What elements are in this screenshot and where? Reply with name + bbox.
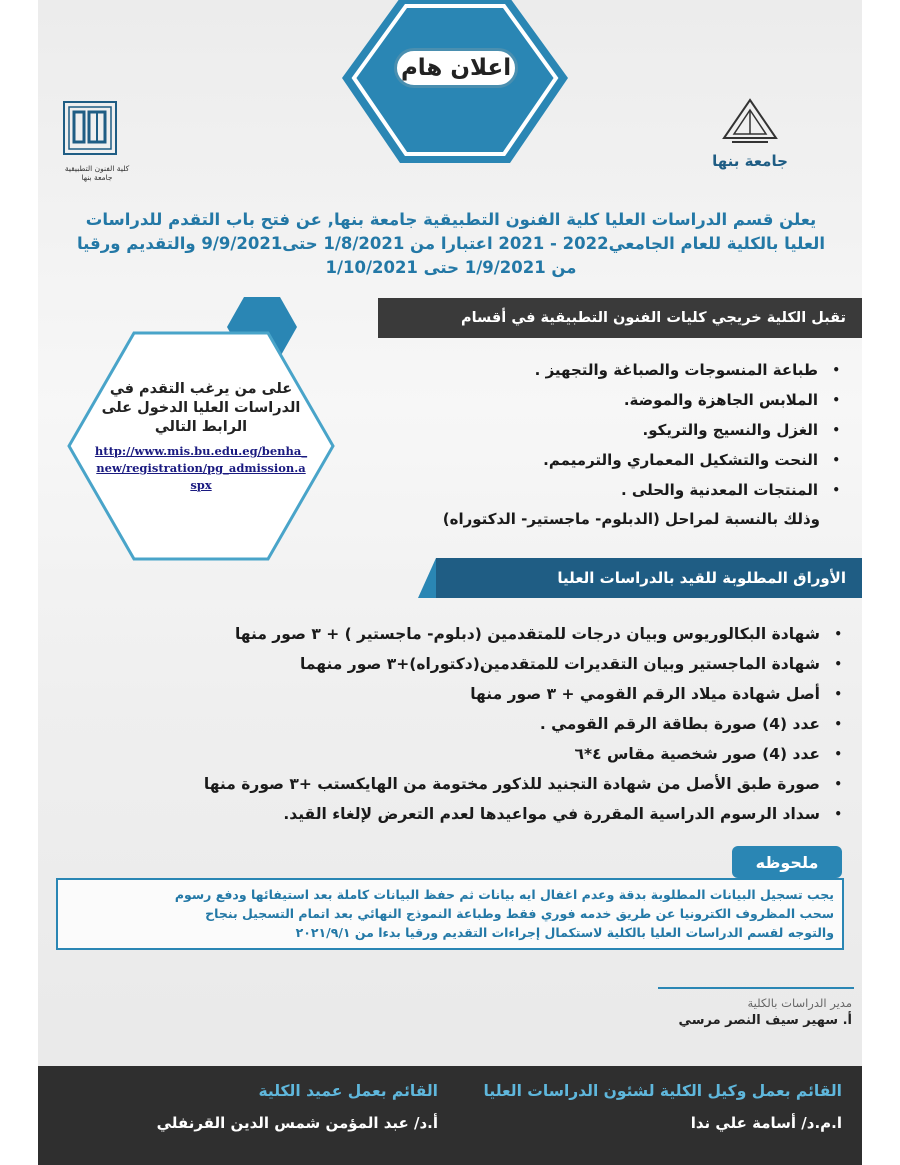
university-logo-icon <box>722 98 778 146</box>
bullet-icon: • <box>834 657 842 671</box>
apply-line-3: الرابط التالي <box>154 419 248 435</box>
list-item: • عدد (4) صورة بطاقة الرقم القومي . <box>118 712 820 742</box>
note-box <box>56 878 844 950</box>
vice-dean-title: القائم بعمل وكيل الكلية لشئون الدراسات العليا <box>483 1082 842 1100</box>
bullet-icon: • <box>832 483 840 497</box>
bullet-icon: • <box>832 423 840 437</box>
apply-box <box>94 380 308 494</box>
intro-line-1: يعلن قسم الدراسات العليا كلية الفنون التطبيقية جامعة بنها, عن فتح باب التقدم للدراسات <box>85 210 817 229</box>
note-line-2: سحب المظروف الكترونيا عن طريق خدمه فوري فقط وطباعة النموذج النهائي بعد اتمام التسجيل بنجاح <box>205 906 834 921</box>
signature-name: أ. سهير سيف النصر مرسي <box>678 1013 852 1028</box>
apply-line-1: على من يرغب التقدم في <box>109 381 293 397</box>
bullet-icon: • <box>834 687 842 701</box>
announcement-page <box>38 0 862 1165</box>
footer-dean <box>78 1082 438 1132</box>
documents-list <box>118 622 842 832</box>
bullet-icon: • <box>834 807 842 821</box>
list-item: • شهادة الماجستير وبيان التقديرات للمتقدمين(دكتوراه)+٣ صور منهما <box>118 652 820 682</box>
bullet-icon: • <box>834 777 842 791</box>
bullet-icon: • <box>834 627 842 641</box>
dean-title: القائم بعمل عميد الكلية <box>258 1082 438 1100</box>
university-logo <box>710 98 790 170</box>
university-logo-caption: جامعة بنها <box>712 152 788 170</box>
bullet-icon: • <box>832 453 840 467</box>
departments-list <box>338 358 840 508</box>
note-line-3: والتوجه لقسم الدراسات العليا بالكلية لاستكمال إجراءات التقديم ورقيا بدءا من ٢٠٢١/٩/١ <box>295 925 834 940</box>
note-title: ملحوظه <box>732 846 842 878</box>
dean-name: أ.د/ عبد المؤمن شمس الدين القرنفلي <box>156 1114 438 1132</box>
intro-line-3: من 1/9/2021 حتى 1/10/2021 <box>325 258 577 277</box>
list-item: • عدد (4) صور شخصية مقاس ٤*٦ <box>118 742 820 772</box>
list-item: • المنتجات المعدنية والحلى . <box>338 478 818 508</box>
announcement-title: اعلان هام <box>394 48 518 88</box>
faculty-logo-icon <box>62 100 118 160</box>
list-item: • طباعة المنسوجات والصباغة والتجهيز . <box>338 358 818 388</box>
programs-note: وذلك بالنسبة لمراحل (الدبلوم- ماجستير- الدكتوراه) <box>442 510 820 528</box>
list-item: • صورة طبق الأصل من شهادة التجنيد للذكور مختومة من الهايكستب +٣ صورة منها <box>118 772 820 802</box>
departments-heading: تقبل الكلية خريجي كليات الفنون التطبيقية في أقسام <box>378 298 862 338</box>
intro-line-2: العليا بالكلية للعام الجامعي2022 - 2021 اعتبارا من 1/8/2021 حتى9/9/2021 والتقديم ورقيا <box>76 234 825 253</box>
faculty-logo-caption-2: جامعة بنها <box>81 173 113 182</box>
signature-role: مدير الدراسات بالكلية <box>747 996 852 1010</box>
list-item: • شهادة البكالوريوس وبيان درجات للمتقدمين (دبلوم- ماجستير ) + ٣ صور منها <box>118 622 820 652</box>
bullet-icon: • <box>832 363 840 377</box>
signature-divider <box>658 987 854 989</box>
list-item: • النحت والتشكيل المعماري والترميمم. <box>338 448 818 478</box>
documents-heading-edge <box>418 558 436 598</box>
documents-heading: الأوراق المطلوبة للقيد بالدراسات العليا <box>436 558 862 598</box>
faculty-logo-caption-1: كلية الفنون التطبيقية <box>64 164 130 173</box>
registration-link[interactable]: http://www.mis.bu.edu.eg/benha_new/registration/pg_admission.aspx <box>94 444 308 492</box>
bullet-icon: • <box>832 393 840 407</box>
footer-vice-dean <box>438 1082 842 1132</box>
intro-paragraph <box>68 208 834 280</box>
note-line-1: يجب تسجيل البيانات المطلوبة بدقة وعدم اغفال ايه بيانات ثم حفظ البيانات كاملة بعد استيفائها ودفع رسوم <box>174 887 834 902</box>
apply-line-2: الدراسات العليا الدخول على <box>101 400 301 416</box>
list-item: • الملابس الجاهزة والموضة. <box>338 388 818 418</box>
vice-dean-name: ا.م.د/ أسامة علي ندا <box>690 1114 842 1132</box>
faculty-logo <box>62 100 132 182</box>
list-item: • الغزل والنسيج والتريكو. <box>338 418 818 448</box>
bullet-icon: • <box>834 717 842 731</box>
list-item: • سداد الرسوم الدراسية المقررة في مواعيدها لعدم التعرض لإلغاء القيد. <box>118 802 820 832</box>
list-item: • أصل شهادة ميلاد الرقم القومي + ٣ صور منها <box>118 682 820 712</box>
bullet-icon: • <box>834 747 842 761</box>
